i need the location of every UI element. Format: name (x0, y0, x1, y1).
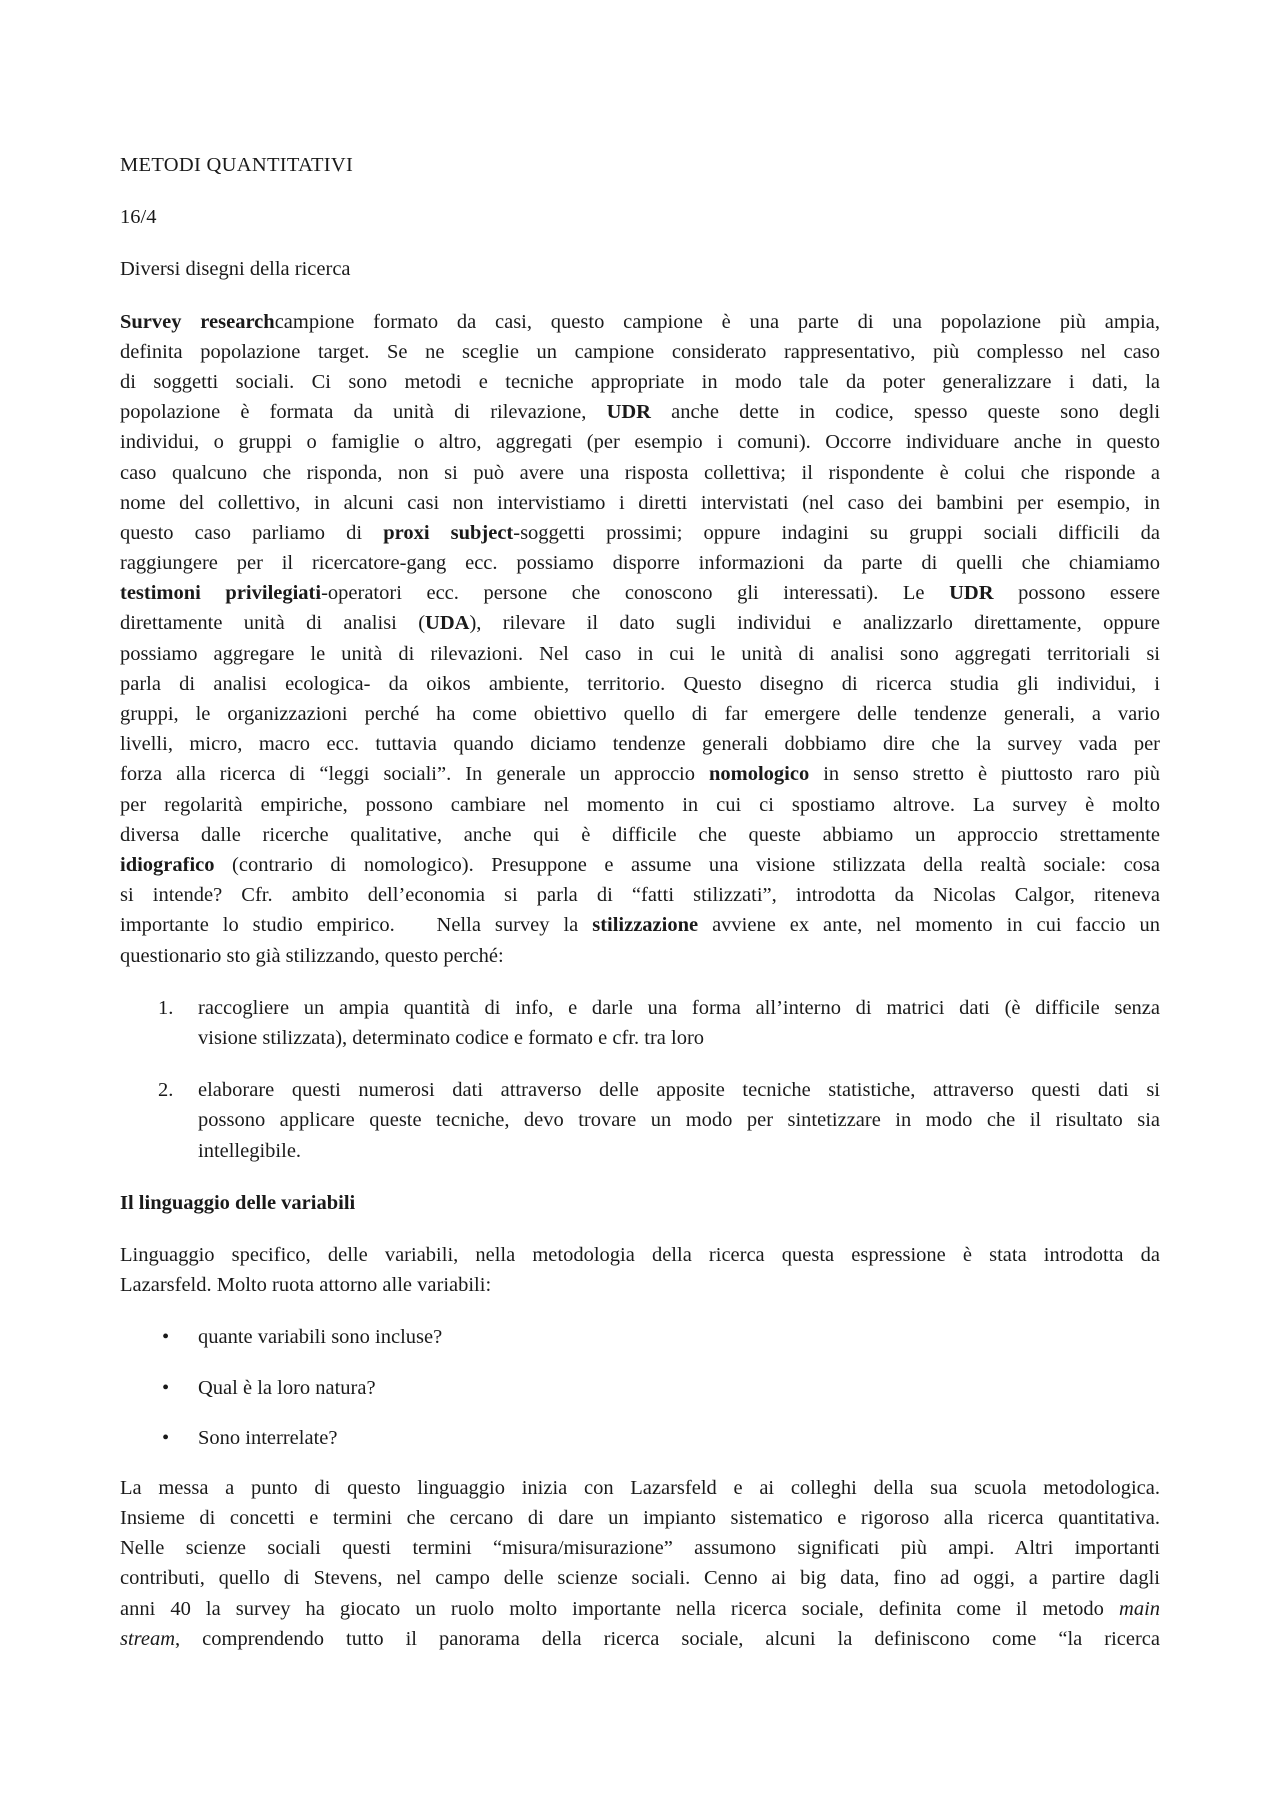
list-item (120, 1373, 1160, 1403)
paragraph-line: per regolarità empiriche, possono cambiare nel momento in cui ci spostiamo altrove. La survey è molto (120, 793, 1160, 816)
ordered-list (120, 993, 1160, 1166)
paragraph-line: direttamente unità di analisi (UDA), rilevare il dato sugli individui e analizzarlo direttamente, oppure (120, 612, 1160, 635)
lecture-date: 16/4 (120, 206, 157, 229)
bullet-icon: • (162, 1326, 170, 1349)
paragraph-line: Linguaggio specifico, delle variabili, nella metodologia della ricerca questa espressione è stata introdotta da (120, 1243, 1160, 1266)
paragraph-line: Lazarsfeld. Molto ruota attorno alle variabili: (120, 1274, 492, 1297)
paragraph-line: raggiungere per il ricercatore-gang ecc. possiamo disporre informazioni da parte di quelli che chiamiamo (120, 552, 1160, 575)
list-item (120, 1322, 1160, 1352)
list-number: 1. (158, 996, 174, 1019)
paragraph-line: Nelle scienze sociali questi termini “misura/misurazione” assumono significati più ampi. Altri importanti (120, 1537, 1160, 1560)
paragraph-line: gruppi, le organizzazioni perché ha come obiettivo quello di far emergere delle tendenze generali, a vario (120, 703, 1160, 726)
list-item (120, 1075, 1160, 1166)
paragraph-line: definita popolazione target. Se ne sceglie un campione considerato rappresentativo, più complesso nel caso (120, 340, 1160, 363)
section-subtitle: Diversi disegni della ricerca (120, 258, 351, 281)
paragraph-line: forza alla ricerca di “leggi sociali”. In generale un approccio nomologico in senso stretto è piuttosto raro più (120, 763, 1160, 786)
paragraph-line: possiamo aggregare le unità di rilevazioni. Nel caso in cui le unità di analisi sono aggregati territoriali si (120, 642, 1160, 665)
paragraph-line: individui, o gruppi o famiglie o altro, aggregati (per esempio i comuni). Occorre individuare anche in questo (120, 431, 1160, 454)
paragraph-line: Insieme di concetti e termini che cercano di dare un impianto sistematico e rigoroso alla ricerca quantitativa. (120, 1507, 1160, 1530)
term-uda: UDA (425, 612, 470, 635)
term-main-stream: main (1119, 1597, 1160, 1620)
list-item-line: elaborare questi numerosi dati attraverso delle apposite tecniche statistiche, attraverso questi dati si (198, 1079, 1160, 1102)
paragraph-line: diversa dalle ricerche qualitative, anche qui è difficile che queste abbiamo un approccio strettamente (120, 823, 1160, 846)
paragraph-line: di soggetti sociali. Ci sono metodi e tecniche appropriate in modo tale da poter generalizzare i dati, la (120, 370, 1160, 393)
term-survey-research: Survey research (120, 310, 275, 333)
paragraph-line: contributi, quello di Stevens, nel campo delle scienze sociali. Cenno ai big data, fino ad oggi, a partire dagli (120, 1567, 1160, 1590)
list-item-line: raccogliere un ampia quantità di info, e darle una forma all’interno di matrici dati (è difficile senza (198, 996, 1160, 1019)
paragraph-line: questo caso parliamo di proxi subject-soggetti prossimi; oppure indagini su gruppi sociali difficili da (120, 521, 1160, 544)
paragraph-line: testimoni privilegiati-operatori ecc. persone che conoscono gli interessati). Le UDR possono essere (120, 582, 1160, 605)
document-page (120, 150, 1160, 1654)
list-item-text: Qual è la loro natura? (198, 1376, 376, 1399)
paragraph-line: popolazione è formata da unità di rilevazione, UDR anche dette in codice, spesso queste sono degli (120, 401, 1160, 424)
list-item-line: possono applicare queste tecniche, devo trovare un modo per sintetizzare in modo che il risultato sia (198, 1109, 1160, 1132)
paragraph-line: caso qualcuno che risponda, non si può avere una risposta collettiva; il rispondente è colui che risponde a (120, 461, 1160, 484)
paragraph-line: stream, comprendendo tutto il panorama della ricerca sociale, alcuni la definiscono come “la ricerca (120, 1627, 1160, 1650)
list-item (120, 993, 1160, 1053)
term-testimoni-privilegiati: testimoni privilegiati (120, 582, 322, 605)
survey-paragraph (120, 307, 1160, 971)
list-item-text: quante variabili sono incluse? (198, 1326, 443, 1349)
variables-paragraph (120, 1240, 1160, 1300)
section-heading: Il linguaggio delle variabili (120, 1191, 356, 1214)
bullet-icon: • (162, 1426, 170, 1449)
list-item (120, 1423, 1160, 1453)
bullet-list (120, 1322, 1160, 1453)
document-title: METODI QUANTITATIVI (120, 154, 354, 176)
list-item-text: Sono interrelate? (198, 1426, 338, 1449)
term-idiografico: idiografico (120, 853, 215, 876)
term-proxi-subject: proxi subject (383, 521, 514, 544)
term-stilizzazione: stilizzazione (592, 914, 699, 937)
list-number: 2. (158, 1079, 174, 1102)
paragraph-line: livelli, micro, macro ecc. tuttavia quando diciamo tendenze generali dobbiamo dire che la survey vada per (120, 733, 1160, 756)
paragraph-line: questionario sto già stilizzando, questo perché: (120, 944, 504, 967)
paragraph-line: Survey researchcampione formato da casi, questo campione è una parte di una popolazione più ampia, (120, 310, 1160, 333)
paragraph-line: si intende? Cfr. ambito dell’economia si parla di “fatti stilizzati”, introdotta da Nicolas Calgor, riteneva (120, 884, 1160, 907)
term-main-stream: stream (120, 1627, 176, 1650)
paragraph-line: La messa a punto di questo linguaggio inizia con Lazarsfeld e ai colleghi della sua scuola metodologica. (120, 1476, 1160, 1499)
paragraph-line: parla di analisi ecologica- da oikos ambiente, territorio. Questo disegno di ricerca studia gli individui, i (120, 672, 1160, 695)
lazarsfeld-paragraph (120, 1473, 1160, 1654)
term-udr: UDR (606, 401, 651, 424)
paragraph-line: importante lo studio empirico. Nella survey la stilizzazione avviene ex ante, nel momento in cui faccio un (120, 914, 1160, 937)
paragraph-line: anni 40 la survey ha giocato un ruolo molto importante nella ricerca sociale, definita come il metodo main (120, 1597, 1160, 1620)
term-udr: UDR (949, 582, 994, 605)
term-nomologico: nomologico (709, 763, 810, 786)
paragraph-line: nome del collettivo, in alcuni casi non intervistiamo i diretti intervistati (nel caso dei bambini per esempio, in (120, 491, 1160, 514)
list-item-line: intellegibile. (198, 1139, 302, 1162)
paragraph-line: idiografico (contrario di nomologico). Presuppone e assume una visione stilizzata della realtà sociale: cosa (120, 853, 1160, 876)
bullet-icon: • (162, 1376, 170, 1399)
list-item-line: visione stilizzata), determinato codice e formato e cfr. tra loro (198, 1026, 705, 1049)
